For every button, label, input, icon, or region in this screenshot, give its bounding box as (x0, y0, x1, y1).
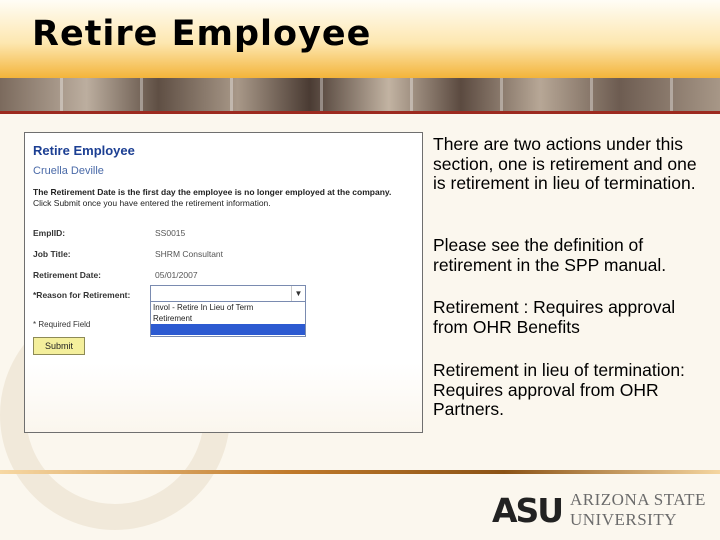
employee-name: Cruella Deville (33, 165, 104, 177)
body-paragraph: Retirement in lieu of termination: Requires approval from OHR Partners. (433, 360, 685, 419)
reason-options-list[interactable] (150, 301, 306, 337)
emplid-label: EmplID: (33, 228, 66, 238)
job-title-label: Job Title: (33, 249, 71, 259)
asu-name-line1: ARIZONA STATE (570, 490, 706, 509)
reason-label: *Reason for Retirement: (33, 290, 131, 300)
slide-header (0, 0, 720, 78)
panel-fade (25, 363, 422, 432)
body-paragraph: Retirement : Requires approval from OHR Benefits (433, 297, 676, 337)
retire-employee-screenshot (24, 132, 423, 433)
emplid-value: SS0015 (155, 228, 186, 238)
body-paragraph: There are two actions under this section, one is retirement and one is retirement in lieu of termination. (433, 134, 697, 193)
campus-photo-strip (0, 78, 720, 111)
submit-instruction: Click Submit once you have entered the retirement information. (33, 198, 271, 208)
reason-select[interactable] (150, 285, 306, 302)
retirement-date-note: The Retirement Date is the first day the employee is no longer employed at the company. (33, 187, 392, 197)
header-divider (0, 111, 720, 114)
footer-divider (0, 470, 720, 474)
submit-button[interactable]: Submit (33, 337, 85, 355)
reason-option[interactable]: Invol - Retire In Lieu of Term (153, 303, 254, 312)
slide-title: Retire Employee (32, 14, 372, 54)
reason-option[interactable]: Retirement (153, 314, 193, 323)
job-title-value: SHRM Consultant (155, 249, 224, 259)
chevron-down-icon[interactable]: ▼ (291, 286, 305, 301)
retirement-date-value: 05/01/2007 (155, 270, 198, 280)
asu-name-line2: UNIVERSITY (570, 510, 677, 529)
retirement-date-label: Retirement Date: (33, 270, 102, 280)
screenshot-heading: Retire Employee (33, 143, 135, 158)
asu-logo-mark (492, 490, 562, 526)
asu-mark-text: ASU (492, 491, 562, 526)
body-paragraph: Please see the definition of retirement in the SPP manual. (433, 235, 667, 275)
reason-option-highlighted[interactable] (151, 324, 305, 335)
required-field-note: * Required Field (33, 320, 91, 329)
